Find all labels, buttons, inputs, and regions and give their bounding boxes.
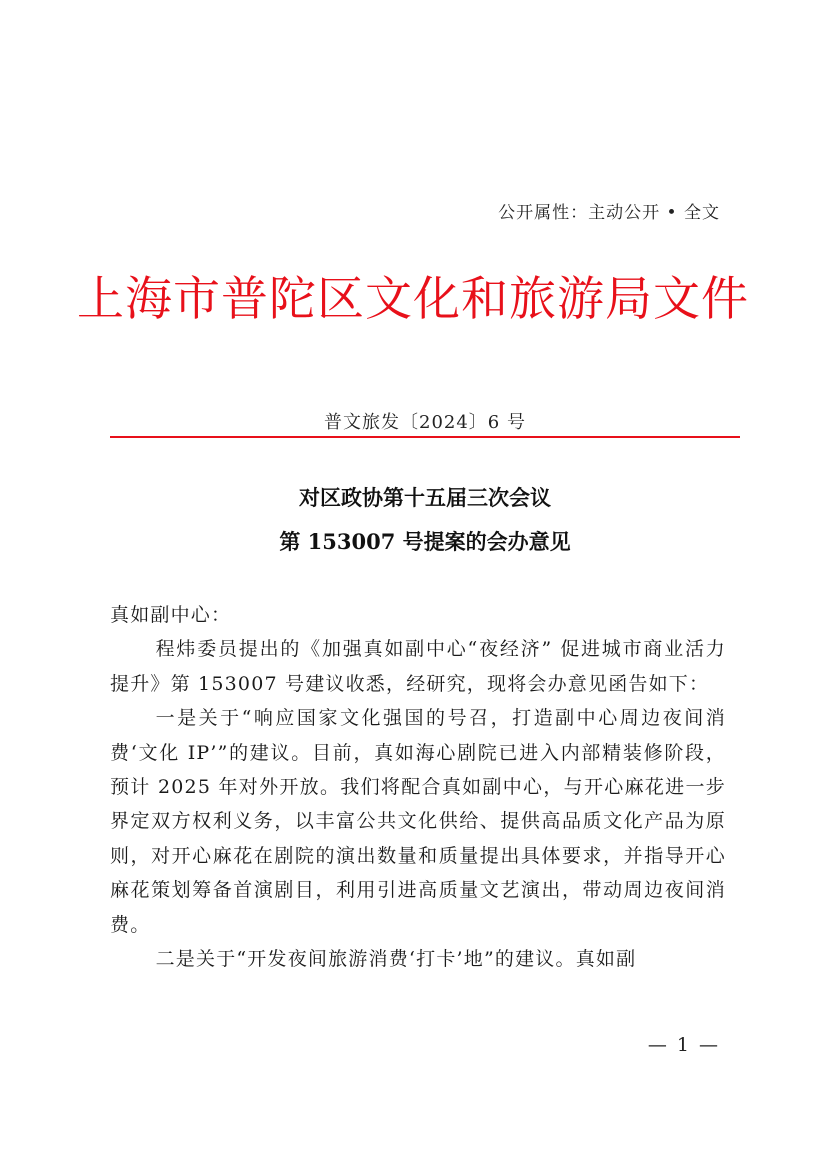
body-paragraph-3: 二是关于“开发夜间旅游消费‘打卡’地”的建议。真如副 [155, 948, 637, 971]
document-title-line-2: 第 153007 号提案的会办意见 [279, 529, 571, 554]
document-masthead: 上海市普陀区文化和旅游局文件 [77, 272, 749, 327]
body-paragraph-1: 程炜委员提出的《加强真如副中心“夜经济” 促进城市商业活力提升》第 153007 号建议收悉，经研究，现将会办意见函告如下： [110, 638, 726, 695]
body-paragraph-2: 一是关于“响应国家文化强国的号召，打造副中心周边夜间消费‘文化 IP’”的建议。目前，真如海心剧院已进入内部精装修阶段，预计 2025 年对外开放。我们将配合真如副中心，与开心麻花进一步界定双方权利义务，以丰富公共文化供给、提供高品质文化产品为原则，对开心麻花在剧院的演出数量和质量提出具体要求，并指导开心麻花策划筹备首演剧目，利用引进高质量文艺演出，带动周边夜间消费。 [110, 707, 726, 936]
disclosure-attribute: 公开属性：主动公开 • 全文 [498, 203, 720, 223]
salutation: 真如副中心： [110, 604, 232, 626]
document-title-line-1: 对区政协第十五届三次会议 [299, 485, 551, 510]
page-number: — 1 — [647, 1034, 720, 1056]
red-divider-line [110, 436, 740, 438]
document-number: 普文旅发〔2024〕6 号 [324, 412, 526, 433]
document-body [110, 598, 726, 976]
